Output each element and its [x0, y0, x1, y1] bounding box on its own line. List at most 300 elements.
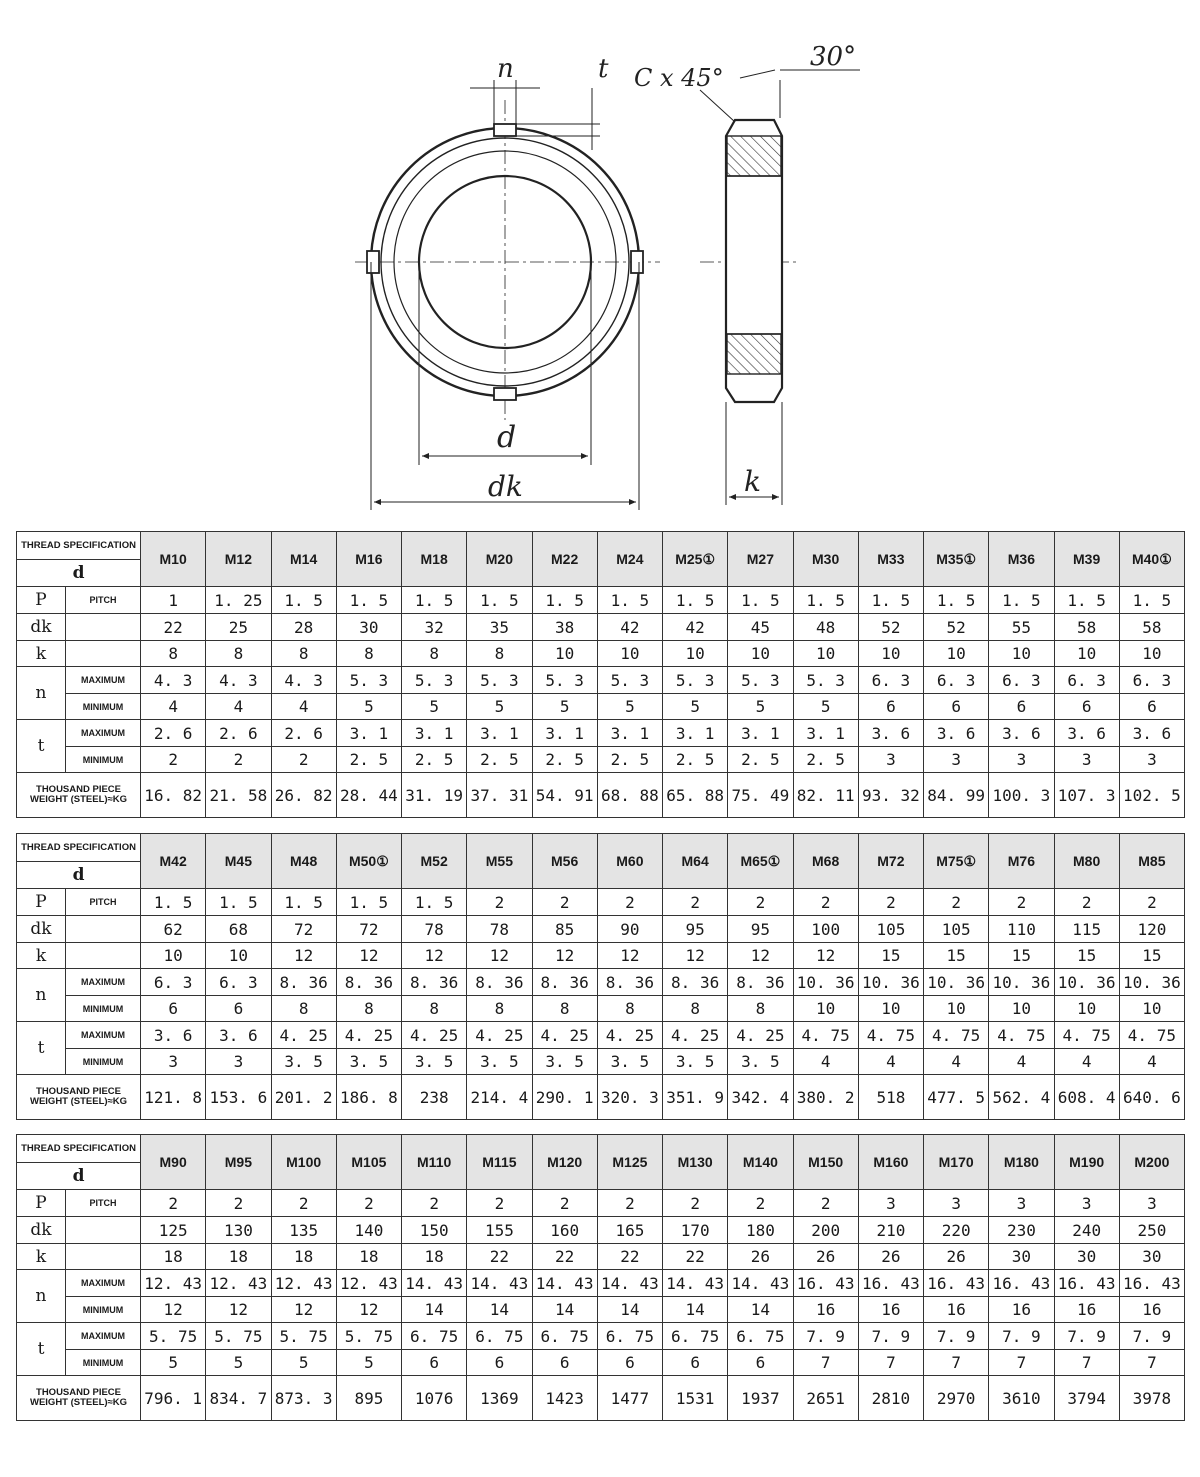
sublabel-empty [66, 614, 141, 641]
cell-n-min: 6 [206, 996, 271, 1022]
cell-n-min: 5 [793, 694, 858, 720]
cell-pitch: 3 [924, 1190, 989, 1217]
cell-n-min: 16 [989, 1297, 1054, 1323]
cell-dk: 58 [1054, 614, 1119, 641]
cell-t-min: 3 [858, 747, 923, 773]
cell-weight: 290. 1 [532, 1075, 597, 1120]
cell-t-max: 3. 6 [924, 720, 989, 747]
row-t-min [17, 1350, 1185, 1376]
row-pitch [17, 587, 1185, 614]
size-m30: M30 [793, 532, 858, 587]
size-m27: M27 [728, 532, 793, 587]
cell-weight: 153. 6 [206, 1075, 271, 1120]
cell-t-min: 2. 5 [728, 747, 793, 773]
cell-t-min: 4 [1054, 1049, 1119, 1075]
cell-t-min: 7 [793, 1350, 858, 1376]
cell-n-max: 5. 3 [402, 667, 467, 694]
size-m72: M72 [858, 834, 923, 889]
row-dk [17, 614, 1185, 641]
cell-n-min: 4 [271, 694, 336, 720]
cell-t-min: 6 [728, 1350, 793, 1376]
cell-n-max: 12. 43 [271, 1270, 336, 1297]
cell-t-max: 6. 75 [402, 1323, 467, 1350]
size-m105: M105 [336, 1135, 401, 1190]
side-view [700, 70, 860, 505]
cell-pitch: 1. 5 [271, 889, 336, 916]
cell-k: 15 [1054, 943, 1119, 969]
size-m50: M50① [336, 834, 401, 889]
cell-k: 15 [924, 943, 989, 969]
cell-k: 18 [206, 1244, 271, 1270]
cell-t-max: 5. 75 [271, 1323, 336, 1350]
cell-weight: 238 [402, 1075, 467, 1120]
cell-k: 10 [793, 641, 858, 667]
header-row [17, 532, 1185, 560]
cell-n-max: 8. 36 [532, 969, 597, 996]
cell-n-min: 10 [924, 996, 989, 1022]
sublabel-minimum: MINIMUM [66, 1350, 141, 1376]
cell-pitch: 2 [271, 1190, 336, 1217]
cell-dk: 42 [663, 614, 728, 641]
row-n-min [17, 694, 1185, 720]
cell-weight: 1937 [728, 1376, 793, 1421]
cell-n-max: 16. 43 [1119, 1270, 1184, 1297]
size-m36: M36 [989, 532, 1054, 587]
weight-label: THOUSAND PIECE WEIGHT (STEEL)≈KG [17, 1075, 141, 1120]
cell-t-min: 4 [1119, 1049, 1184, 1075]
cell-n-min: 8 [663, 996, 728, 1022]
cell-n-max: 5. 3 [467, 667, 532, 694]
cell-pitch: 2 [989, 889, 1054, 916]
row-k [17, 943, 1185, 969]
row-k [17, 641, 1185, 667]
cell-pitch: 2 [532, 1190, 597, 1217]
row-n-max [17, 667, 1185, 694]
cell-n-min: 8 [467, 996, 532, 1022]
cell-n-max: 6. 3 [1054, 667, 1119, 694]
cell-t-min: 6 [663, 1350, 728, 1376]
cell-dk: 105 [858, 916, 923, 943]
size-m115: M115 [467, 1135, 532, 1190]
cell-weight: 68. 88 [597, 773, 662, 818]
cell-pitch: 3 [989, 1190, 1054, 1217]
cell-weight: 1531 [663, 1376, 728, 1421]
row-k [17, 1244, 1185, 1270]
size-m10: M10 [141, 532, 206, 587]
header-row [17, 1135, 1185, 1163]
row-t-max [17, 720, 1185, 747]
cell-weight: 37. 31 [467, 773, 532, 818]
cell-pitch: 2 [141, 1190, 206, 1217]
cell-t-min: 3 [1054, 747, 1119, 773]
cell-n-min: 8 [532, 996, 597, 1022]
header-row [17, 834, 1185, 862]
symbol-P: P [17, 1190, 66, 1217]
cell-k: 15 [1119, 943, 1184, 969]
cell-weight: 121. 8 [141, 1075, 206, 1120]
cell-weight: 82. 11 [793, 773, 858, 818]
cell-t-min: 2. 5 [793, 747, 858, 773]
cell-t-max: 4. 25 [663, 1022, 728, 1049]
row-t-max [17, 1022, 1185, 1049]
cell-n-min: 10 [858, 996, 923, 1022]
cell-n-min: 14 [532, 1297, 597, 1323]
row-dk [17, 1217, 1185, 1244]
cell-k: 8 [467, 641, 532, 667]
cell-dk: 210 [858, 1217, 923, 1244]
cell-pitch: 2 [336, 1190, 401, 1217]
cell-dk: 135 [271, 1217, 336, 1244]
cell-t-max: 5. 75 [336, 1323, 401, 1350]
cell-pitch: 1. 5 [271, 587, 336, 614]
cell-pitch: 1. 5 [402, 587, 467, 614]
cell-t-max: 3. 1 [467, 720, 532, 747]
label-dk: dk [488, 470, 523, 503]
d-symbol: d [17, 1163, 141, 1190]
size-m125: M125 [597, 1135, 662, 1190]
cell-t-min: 2. 5 [663, 747, 728, 773]
cell-weight: 54. 91 [532, 773, 597, 818]
cell-dk: 165 [597, 1217, 662, 1244]
thread-spec-label: THREAD SPECIFICATION [17, 532, 141, 560]
cell-n-min: 8 [271, 996, 336, 1022]
cell-k: 10 [141, 943, 206, 969]
cell-k: 12 [271, 943, 336, 969]
size-m120: M120 [532, 1135, 597, 1190]
cell-n-min: 6 [1119, 694, 1184, 720]
size-m170: M170 [924, 1135, 989, 1190]
cell-weight: 102. 5 [1119, 773, 1184, 818]
cell-t-max: 5. 75 [141, 1323, 206, 1350]
size-m140: M140 [728, 1135, 793, 1190]
cell-t-max: 7. 9 [1119, 1323, 1184, 1350]
row-dk [17, 916, 1185, 943]
cell-pitch: 2 [1119, 889, 1184, 916]
cell-weight: 21. 58 [206, 773, 271, 818]
cell-k: 12 [336, 943, 401, 969]
cell-pitch: 1. 5 [924, 587, 989, 614]
cell-t-min: 6 [402, 1350, 467, 1376]
row-n-min [17, 996, 1185, 1022]
cell-weight: 186. 8 [336, 1075, 401, 1120]
cell-weight: 1477 [597, 1376, 662, 1421]
cell-k: 8 [336, 641, 401, 667]
cell-t-min: 3. 5 [597, 1049, 662, 1075]
cell-t-min: 3. 5 [336, 1049, 401, 1075]
size-m180: M180 [989, 1135, 1054, 1190]
cell-t-max: 7. 9 [1054, 1323, 1119, 1350]
cell-t-max: 4. 25 [467, 1022, 532, 1049]
cell-t-max: 7. 9 [989, 1323, 1054, 1350]
cell-weight: 518 [858, 1075, 923, 1120]
cell-t-max: 4. 75 [858, 1022, 923, 1049]
cell-weight: 608. 4 [1054, 1075, 1119, 1120]
cell-n-max: 4. 3 [141, 667, 206, 694]
cell-weight: 214. 4 [467, 1075, 532, 1120]
cell-k: 18 [271, 1244, 336, 1270]
cell-n-min: 8 [728, 996, 793, 1022]
cell-dk: 78 [467, 916, 532, 943]
cell-n-max: 14. 43 [663, 1270, 728, 1297]
cell-t-max: 4. 75 [1119, 1022, 1184, 1049]
cell-n-min: 6 [924, 694, 989, 720]
sublabel-maximum: MAXIMUM [66, 667, 141, 694]
cell-k: 10 [1119, 641, 1184, 667]
cell-k: 18 [402, 1244, 467, 1270]
cell-k: 8 [271, 641, 336, 667]
cell-t-min: 2 [206, 747, 271, 773]
cell-pitch: 2 [532, 889, 597, 916]
cell-n-max: 5. 3 [336, 667, 401, 694]
cell-dk: 78 [402, 916, 467, 943]
cell-pitch: 2 [402, 1190, 467, 1217]
cell-t-min: 3. 5 [663, 1049, 728, 1075]
cell-k: 18 [336, 1244, 401, 1270]
cell-weight: 2651 [793, 1376, 858, 1421]
cell-k: 10 [858, 641, 923, 667]
cell-dk: 230 [989, 1217, 1054, 1244]
sublabel-maximum: MAXIMUM [66, 1323, 141, 1350]
cell-dk: 120 [1119, 916, 1184, 943]
cell-k: 15 [989, 943, 1054, 969]
cell-pitch: 1. 5 [989, 587, 1054, 614]
cell-dk: 100 [793, 916, 858, 943]
cell-pitch: 1. 5 [467, 587, 532, 614]
row-weight [17, 1075, 1185, 1120]
cell-t-min: 2. 5 [597, 747, 662, 773]
cell-dk: 155 [467, 1217, 532, 1244]
cell-pitch: 1. 5 [532, 587, 597, 614]
weight-label: THOUSAND PIECE WEIGHT (STEEL)≈KG [17, 1376, 141, 1421]
cell-dk: 38 [532, 614, 597, 641]
cell-t-max: 4. 25 [402, 1022, 467, 1049]
label-d: d [497, 420, 517, 455]
symbol-t: t [17, 1022, 66, 1075]
cell-dk: 220 [924, 1217, 989, 1244]
cell-n-max: 5. 3 [532, 667, 597, 694]
cell-dk: 125 [141, 1217, 206, 1244]
row-n-max [17, 1270, 1185, 1297]
cell-pitch: 2 [467, 889, 532, 916]
cell-weight: 26. 82 [271, 773, 336, 818]
label-angle: 30° [810, 42, 857, 72]
cell-t-max: 4. 25 [597, 1022, 662, 1049]
cell-n-min: 12 [336, 1297, 401, 1323]
cell-n-max: 14. 43 [467, 1270, 532, 1297]
size-m160: M160 [858, 1135, 923, 1190]
cell-t-max: 3. 1 [336, 720, 401, 747]
cell-t-min: 7 [989, 1350, 1054, 1376]
cell-n-max: 8. 36 [663, 969, 728, 996]
cell-dk: 68 [206, 916, 271, 943]
cell-t-max: 3. 1 [793, 720, 858, 747]
cell-t-min: 6 [532, 1350, 597, 1376]
cell-t-max: 4. 75 [1054, 1022, 1119, 1049]
cell-n-max: 14. 43 [532, 1270, 597, 1297]
sublabel-empty [66, 641, 141, 667]
cell-n-min: 4 [141, 694, 206, 720]
cell-t-min: 3 [989, 747, 1054, 773]
cell-dk: 58 [1119, 614, 1184, 641]
cell-pitch: 2 [793, 889, 858, 916]
cell-pitch: 1. 5 [597, 587, 662, 614]
cell-k: 8 [206, 641, 271, 667]
cell-t-max: 4. 25 [336, 1022, 401, 1049]
cell-pitch: 1. 5 [728, 587, 793, 614]
cell-n-max: 6. 3 [989, 667, 1054, 694]
symbol-t: t [17, 1323, 66, 1376]
cell-n-max: 6. 3 [924, 667, 989, 694]
cell-t-max: 3. 1 [663, 720, 728, 747]
cell-t-max: 3. 6 [1054, 720, 1119, 747]
cell-n-max: 10. 36 [793, 969, 858, 996]
sublabel-maximum: MAXIMUM [66, 720, 141, 747]
cell-pitch: 2 [924, 889, 989, 916]
cell-n-max: 8. 36 [402, 969, 467, 996]
cell-dk: 52 [858, 614, 923, 641]
size-m45: M45 [206, 834, 271, 889]
cell-k: 30 [989, 1244, 1054, 1270]
cell-t-max: 6. 75 [597, 1323, 662, 1350]
cell-weight: 342. 4 [728, 1075, 793, 1120]
cell-n-max: 6. 3 [206, 969, 271, 996]
size-m35: M35① [924, 532, 989, 587]
sublabel-empty [66, 1244, 141, 1270]
cell-n-min: 6 [858, 694, 923, 720]
sublabel-empty [66, 916, 141, 943]
cell-n-max: 12. 43 [336, 1270, 401, 1297]
cell-t-max: 2. 6 [271, 720, 336, 747]
size-m130: M130 [663, 1135, 728, 1190]
cell-k: 10 [728, 641, 793, 667]
cell-dk: 28 [271, 614, 336, 641]
size-m56: M56 [532, 834, 597, 889]
cell-dk: 115 [1054, 916, 1119, 943]
size-m39: M39 [1054, 532, 1119, 587]
cell-t-min: 6 [467, 1350, 532, 1376]
size-m40: M40① [1119, 532, 1184, 587]
cell-dk: 240 [1054, 1217, 1119, 1244]
cell-t-max: 4. 75 [793, 1022, 858, 1049]
spec-table-1 [16, 531, 1185, 818]
size-m68: M68 [793, 834, 858, 889]
cell-weight: 2970 [924, 1376, 989, 1421]
cell-n-min: 6 [989, 694, 1054, 720]
thread-spec-label: THREAD SPECIFICATION [17, 834, 141, 862]
size-m90: M90 [141, 1135, 206, 1190]
cell-n-min: 16 [793, 1297, 858, 1323]
cell-n-min: 6 [1054, 694, 1119, 720]
cell-dk: 52 [924, 614, 989, 641]
size-m18: M18 [402, 532, 467, 587]
row-n-min [17, 1297, 1185, 1323]
cell-weight: 477. 5 [924, 1075, 989, 1120]
cell-t-min: 2 [271, 747, 336, 773]
row-n-max [17, 969, 1185, 996]
cell-pitch: 2 [1054, 889, 1119, 916]
cell-n-max: 6. 3 [141, 969, 206, 996]
cell-pitch: 1. 25 [206, 587, 271, 614]
sublabel-maximum: MAXIMUM [66, 1022, 141, 1049]
size-m25: M25① [663, 532, 728, 587]
cell-dk: 140 [336, 1217, 401, 1244]
cell-dk: 170 [663, 1217, 728, 1244]
cell-weight: 834. 7 [206, 1376, 271, 1421]
cell-pitch: 2 [728, 889, 793, 916]
cell-pitch: 1. 5 [206, 889, 271, 916]
cell-t-min: 3 [924, 747, 989, 773]
symbol-k: k [17, 641, 66, 667]
cell-k: 10 [663, 641, 728, 667]
cell-k: 12 [532, 943, 597, 969]
cell-n-min: 6 [141, 996, 206, 1022]
cell-t-min: 3. 5 [532, 1049, 597, 1075]
cell-t-min: 3 [141, 1049, 206, 1075]
cell-t-max: 3. 1 [532, 720, 597, 747]
cell-dk: 72 [336, 916, 401, 943]
cell-t-max: 2. 6 [141, 720, 206, 747]
cell-t-min: 3 [206, 1049, 271, 1075]
size-m100: M100 [271, 1135, 336, 1190]
cell-n-min: 12 [141, 1297, 206, 1323]
symbol-dk: dk [17, 916, 66, 943]
cell-n-min: 5 [467, 694, 532, 720]
cell-n-min: 5 [597, 694, 662, 720]
cell-t-max: 4. 75 [924, 1022, 989, 1049]
row-t-min [17, 747, 1185, 773]
row-t-min [17, 1049, 1185, 1075]
size-m150: M150 [793, 1135, 858, 1190]
cell-t-min: 2. 5 [402, 747, 467, 773]
size-m52: M52 [402, 834, 467, 889]
cell-pitch: 1. 5 [336, 587, 401, 614]
cell-pitch: 3 [1054, 1190, 1119, 1217]
cell-pitch: 2 [597, 889, 662, 916]
cell-n-max: 10. 36 [989, 969, 1054, 996]
cell-pitch: 2 [728, 1190, 793, 1217]
cell-pitch: 2 [663, 889, 728, 916]
spec-table-2 [16, 833, 1185, 1120]
cell-t-max: 6. 75 [663, 1323, 728, 1350]
cell-weight: 3978 [1119, 1376, 1184, 1421]
symbol-n: n [17, 667, 66, 720]
cell-k: 26 [728, 1244, 793, 1270]
sublabel-minimum: MINIMUM [66, 1049, 141, 1075]
cell-pitch: 2 [793, 1190, 858, 1217]
cell-weight: 873. 3 [271, 1376, 336, 1421]
cell-k: 22 [663, 1244, 728, 1270]
cell-weight: 2810 [858, 1376, 923, 1421]
cell-pitch: 1. 5 [402, 889, 467, 916]
row-pitch [17, 1190, 1185, 1217]
size-m55: M55 [467, 834, 532, 889]
size-m12: M12 [206, 532, 271, 587]
d-symbol: d [17, 862, 141, 889]
cell-n-min: 14 [467, 1297, 532, 1323]
cell-n-max: 14. 43 [597, 1270, 662, 1297]
cell-weight: 320. 3 [597, 1075, 662, 1120]
cell-dk: 48 [793, 614, 858, 641]
symbol-k: k [17, 943, 66, 969]
cell-n-min: 10 [989, 996, 1054, 1022]
cell-n-max: 10. 36 [1054, 969, 1119, 996]
sublabel-empty [66, 1217, 141, 1244]
cell-weight: 1369 [467, 1376, 532, 1421]
cell-t-max: 3. 6 [989, 720, 1054, 747]
cell-k: 30 [1119, 1244, 1184, 1270]
symbol-dk: dk [17, 614, 66, 641]
cell-n-max: 14. 43 [728, 1270, 793, 1297]
